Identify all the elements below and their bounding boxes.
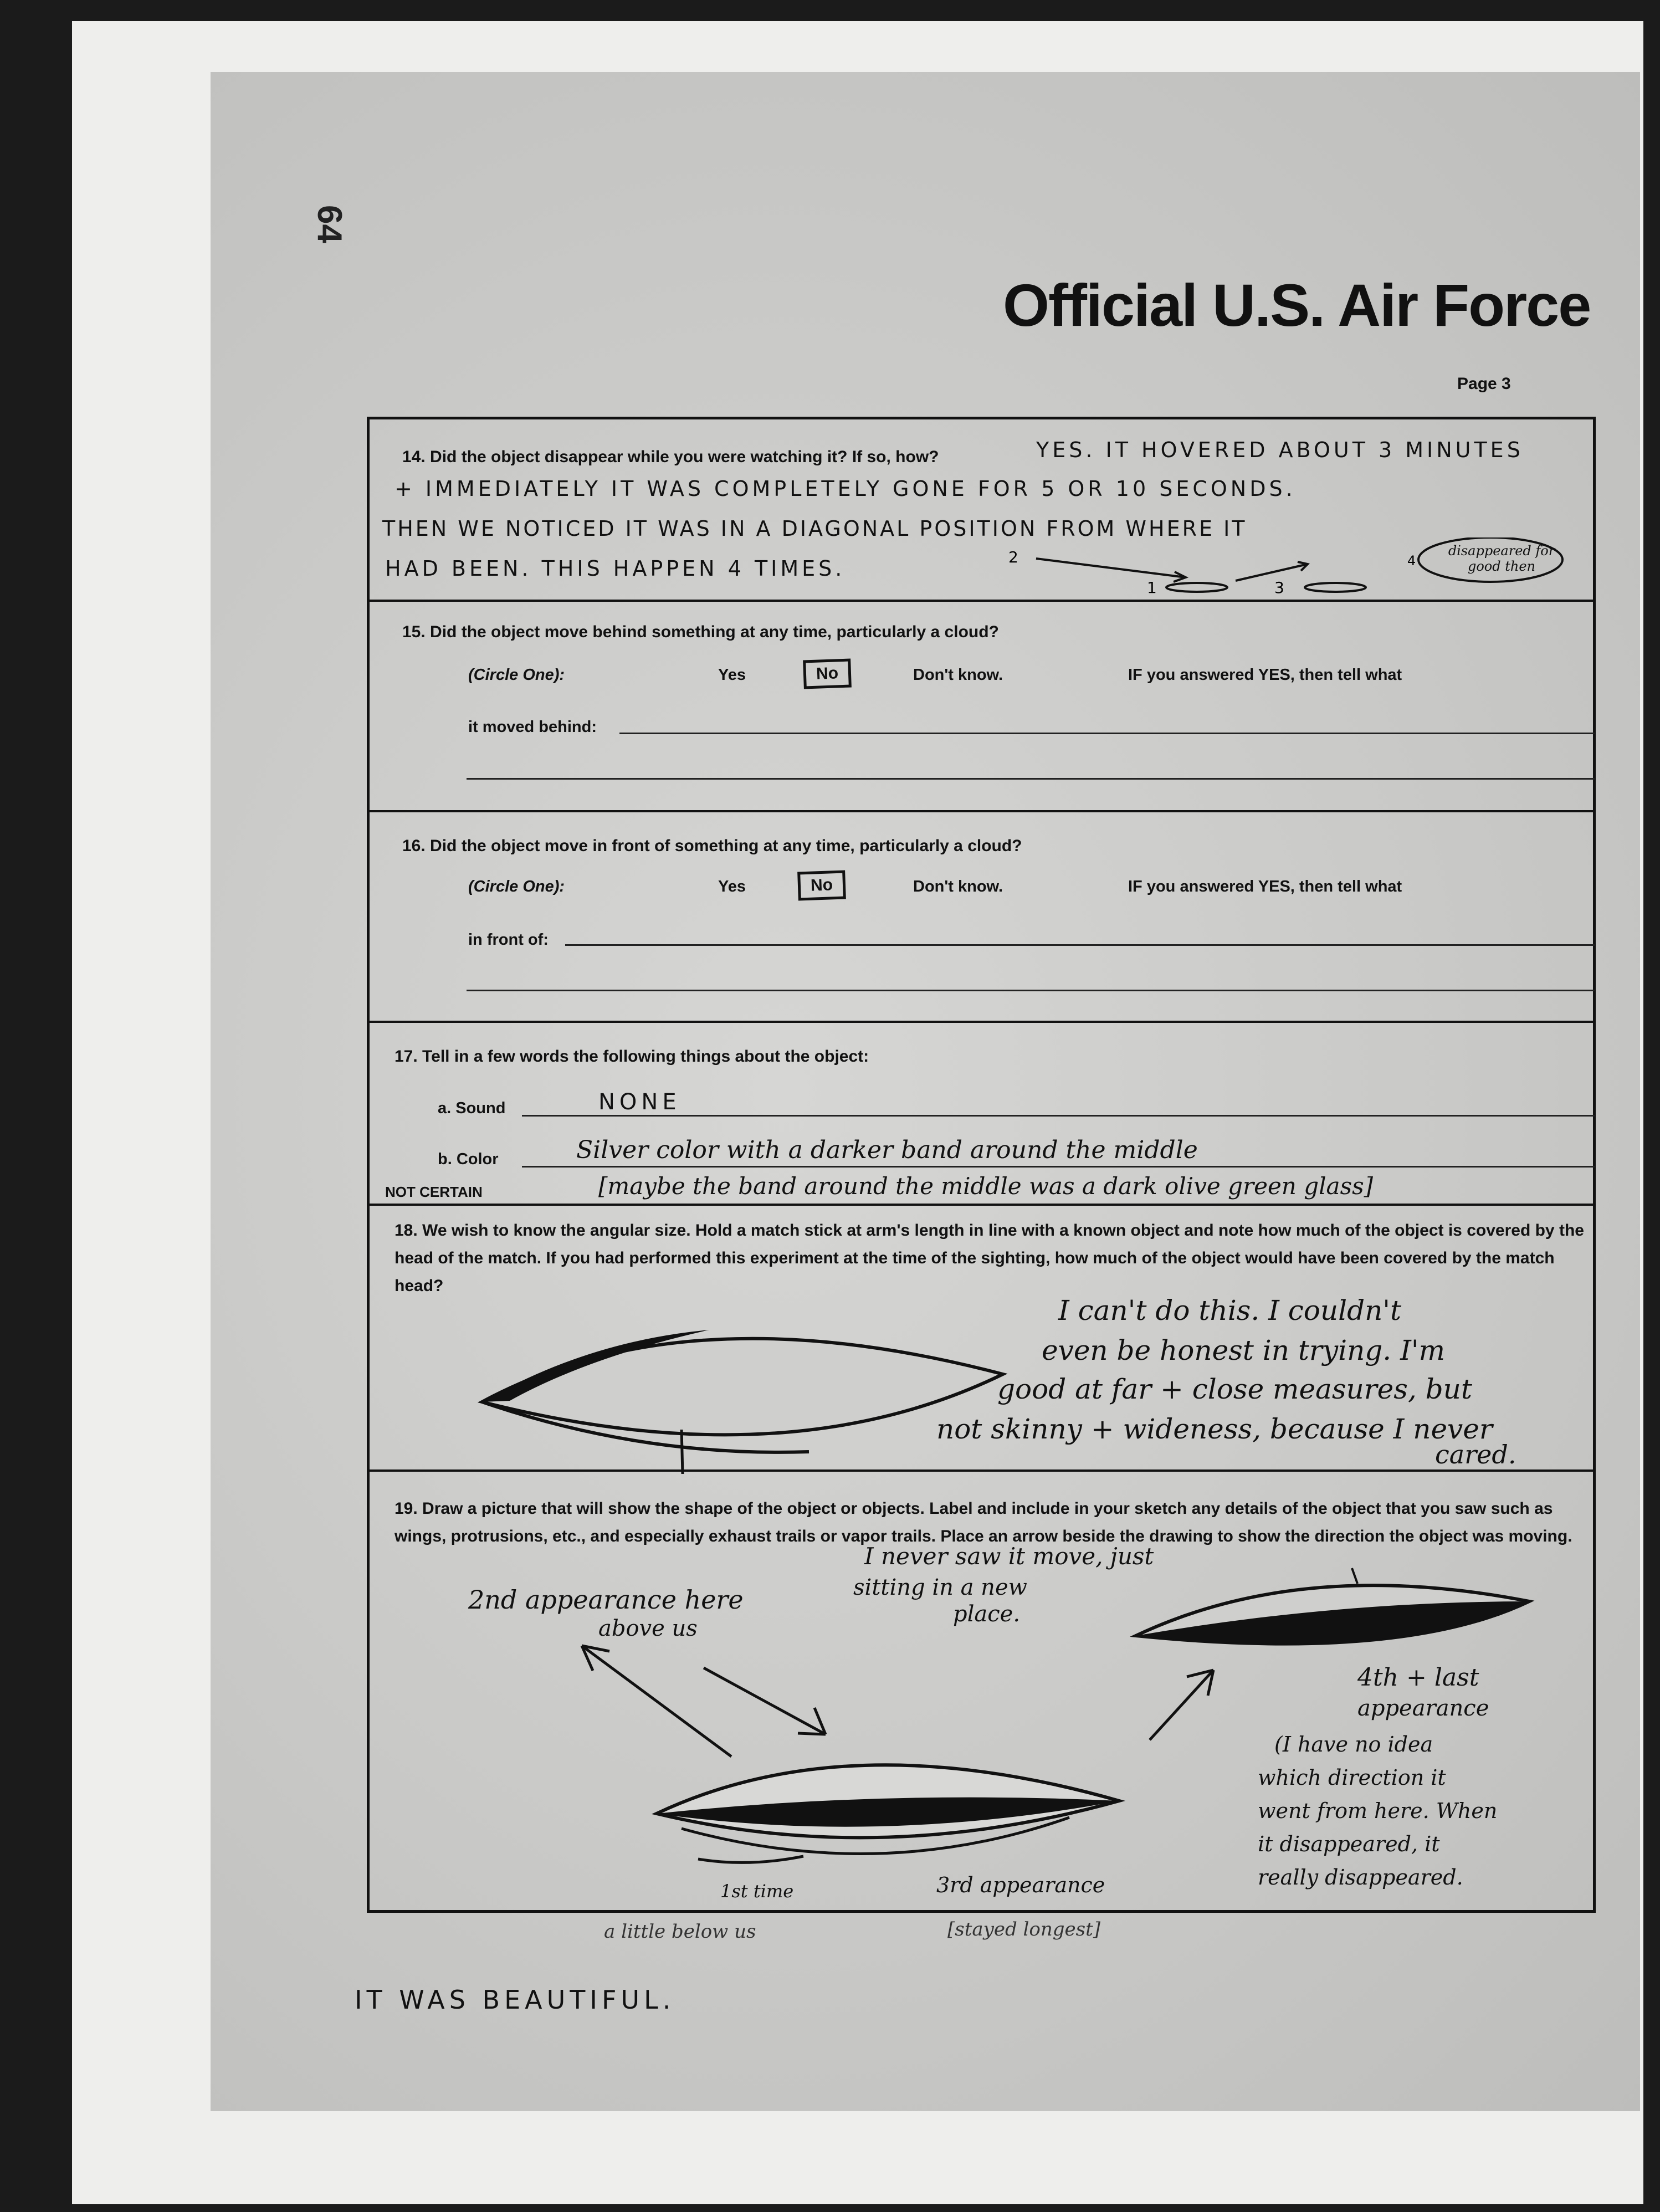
q15-option-no-selected[interactable]: No — [803, 659, 852, 689]
q18-answer-line-3: good at far + close measures, but — [997, 1373, 1472, 1405]
q16-answer-line-1[interactable] — [565, 944, 1595, 946]
divider-14-15 — [367, 600, 1596, 602]
page-number: 64 — [310, 205, 349, 243]
q15-circle-one-label: (Circle One): — [468, 666, 565, 684]
q16-if-yes-instruction: IF you answered YES, then tell what — [1128, 878, 1402, 895]
q19-label-4th-appearance-b: appearance — [1357, 1696, 1489, 1721]
q17-color-answer: Silver color with a darker band around the middle — [576, 1136, 1198, 1164]
q15-option-yes[interactable]: Yes — [718, 666, 746, 684]
footer-note: IT WAS BEAUTIFUL. — [355, 1985, 675, 2015]
q19-label-1st-time: 1st time — [720, 1881, 794, 1902]
q19-label-2nd-appearance-b: above us — [598, 1616, 698, 1641]
divider-15-16 — [367, 810, 1596, 812]
q17-sound-answer: NONE — [598, 1089, 681, 1115]
divider-16-17 — [367, 1021, 1596, 1023]
q18-answer-line-1: I can't do this. I couldn't — [1058, 1294, 1402, 1327]
q17-color-line[interactable] — [522, 1166, 1595, 1168]
q14-answer-line-3: THEN WE NOTICED IT WAS IN A DIAGONAL POSITION FROM WHERE IT — [382, 516, 1247, 541]
q14-question: 14. Did the object disappear while you were watching it? If so, how? — [402, 448, 939, 466]
q18-question: 18. We wish to know the angular size. Hold a match stick at arm's length in line with a known object and note how much of the object is covered by the head of the match. If you had performed this experiment at the time of the sighting, how much of the object would have been covered by the match head? — [394, 1221, 1584, 1295]
arrow-to-4th-appearance — [1150, 1670, 1213, 1740]
q14-answer-line-2: + IMMEDIATELY IT WAS COMPLETELY GONE FOR 5 OR 10 SECONDS. — [394, 477, 1296, 501]
q19-note-line-1: (I have no idea — [1274, 1732, 1433, 1757]
q18-answer-line-5: cared. — [1435, 1440, 1516, 1469]
q16-answer-line-2[interactable] — [467, 990, 1595, 991]
q19-inline-answer-2: sitting in a new — [853, 1575, 1027, 1600]
q15-field-label: it moved behind: — [468, 718, 597, 736]
q17-color-label: b. Color — [438, 1150, 499, 1168]
q19-inline-answer-3: place. — [953, 1601, 1021, 1627]
q16-circle-one-label: (Circle One): — [468, 878, 565, 895]
q15-question: 15. Did the object move behind something at any time, particularly a cloud? — [402, 623, 999, 641]
q19-label-2nd-appearance: 2nd appearance here — [468, 1585, 744, 1615]
q15-option-dont-know[interactable]: Don't know. — [913, 666, 1003, 684]
q15-if-yes-instruction: IF you answered YES, then tell what — [1128, 666, 1402, 684]
q16-option-yes[interactable]: Yes — [718, 878, 746, 895]
q19-question: 19. Draw a picture that will show the shape of the object or objects. Label and include in your sketch any details of the object that you saw such as wings, protrusions, etc., and especially exhaust trails or vapor trails. Place an arrow beside the drawing to show the direction the object was moving. — [394, 1499, 1572, 1545]
q17-sound-label: a. Sound — [438, 1099, 506, 1117]
arrow-down-to-1st — [704, 1668, 826, 1734]
q14-diagram-label-3: 3 — [1274, 578, 1284, 597]
q16-question: 16. Did the object move in front of something at any time, particularly a cloud? — [402, 837, 1022, 855]
q14-diagram-label-2: 2 — [1008, 548, 1018, 566]
q18-answer-line-4: not skinny + wideness, because I never — [936, 1413, 1493, 1445]
q19-note-line-2: which direction it — [1258, 1765, 1446, 1790]
q14-diagram-note: disappeared for good then — [1448, 543, 1555, 574]
arrow-to-2nd-appearance — [582, 1646, 731, 1757]
q19-note-line-5: really disappeared. — [1258, 1865, 1463, 1890]
q15-answer-line-2[interactable] — [467, 778, 1595, 780]
masthead-title: Official U.S. Air Force — [1003, 272, 1591, 339]
q19-label-3rd-appearance-b: [stayed longest] — [947, 1918, 1101, 1940]
q19-label-3rd-appearance: 3rd appearance — [936, 1873, 1105, 1897]
q19-note-line-4: it disappeared, it — [1258, 1832, 1440, 1856]
page-label: Page 3 — [1457, 375, 1511, 393]
q14-diagram-label-4: 4 — [1407, 553, 1416, 569]
q17-color-note-prefix: NOT CERTAIN — [385, 1184, 483, 1200]
q19-note-line-3: went from here. When — [1258, 1799, 1498, 1823]
q17-sound-line[interactable] — [522, 1115, 1595, 1117]
q19-inline-answer: I never saw it move, just — [864, 1543, 1154, 1570]
q16-option-no-selected[interactable]: No — [797, 871, 846, 901]
q14-answer-line-1: YES. IT HOVERED ABOUT 3 MINUTES — [1036, 438, 1524, 462]
q14-answer-line-4: HAD BEEN. THIS HAPPEN 4 TIMES. — [385, 556, 846, 581]
q14-diagram-label-1: 1 — [1147, 578, 1157, 597]
q15-answer-line-1[interactable] — [619, 733, 1595, 734]
q16-option-dont-know[interactable]: Don't know. — [913, 878, 1003, 895]
q17-question: 17. Tell in a few words the following things about the object: — [394, 1047, 869, 1066]
q16-field-label: in front of: — [468, 931, 549, 949]
q18-answer-line-2: even be honest in trying. I'm — [1042, 1334, 1445, 1366]
divider-17-18 — [367, 1204, 1596, 1206]
q17-color-note: [maybe the band around the middle was a dark olive green glass] — [598, 1172, 1374, 1200]
q18-object-sketch — [477, 1313, 1019, 1474]
q19-label-4th-appearance: 4th + last — [1357, 1663, 1479, 1692]
q19-label-1st-time-b: a little below us — [604, 1921, 756, 1943]
